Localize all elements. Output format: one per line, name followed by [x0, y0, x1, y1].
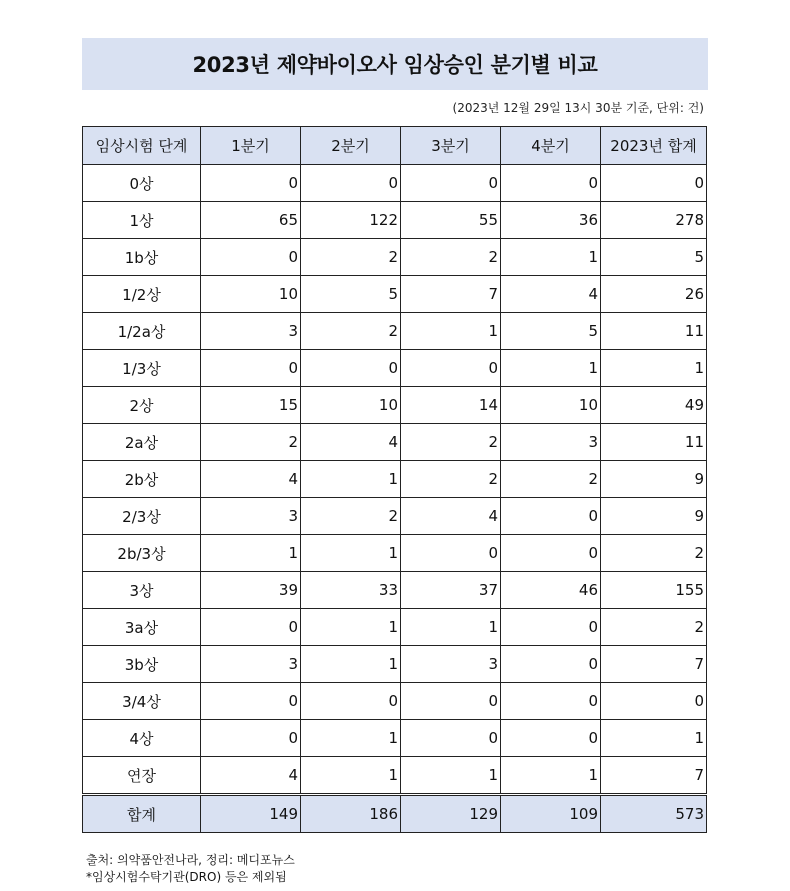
value-cell: 0 [501, 720, 601, 757]
value-cell: 9 [601, 498, 707, 535]
value-cell: 1 [301, 535, 401, 572]
source-note: 출처: 의약품안전나라, 정리: 메디포뉴스 [86, 853, 295, 867]
unit-note: (2023년 12월 29일 13시 30분 기준, 단위: 건) [452, 101, 704, 115]
value-cell: 14 [401, 387, 501, 424]
table-body [83, 165, 707, 833]
value-cell: 0 [401, 350, 501, 387]
value-cell: 10 [501, 387, 601, 424]
table-row [83, 276, 707, 313]
value-cell: 1 [301, 609, 401, 646]
total-value: 186 [301, 795, 401, 833]
value-cell: 3 [501, 424, 601, 461]
value-cell: 1 [401, 313, 501, 350]
table-row [83, 609, 707, 646]
stage-cell: 2b상 [83, 461, 201, 498]
value-cell: 3 [201, 498, 301, 535]
value-cell: 1 [301, 720, 401, 757]
value-cell: 1 [501, 350, 601, 387]
total-value: 129 [401, 795, 501, 833]
value-cell: 4 [501, 276, 601, 313]
total-value: 573 [601, 795, 707, 833]
stage-cell: 2b/3상 [83, 535, 201, 572]
value-cell: 4 [301, 424, 401, 461]
value-cell: 10 [301, 387, 401, 424]
value-cell: 1 [201, 535, 301, 572]
title-banner [82, 38, 708, 90]
value-cell: 5 [501, 313, 601, 350]
value-cell: 0 [301, 683, 401, 720]
header-col-1: 1분기 [201, 127, 301, 165]
approval-table [82, 126, 707, 833]
value-cell: 7 [601, 757, 707, 795]
value-cell: 0 [501, 646, 601, 683]
value-cell: 0 [201, 683, 301, 720]
stage-cell: 1상 [83, 202, 201, 239]
value-cell: 2 [301, 498, 401, 535]
table-row [83, 350, 707, 387]
stage-cell: 2상 [83, 387, 201, 424]
table-row [83, 461, 707, 498]
table-row [83, 239, 707, 276]
value-cell: 1 [601, 720, 707, 757]
value-cell: 122 [301, 202, 401, 239]
value-cell: 0 [401, 720, 501, 757]
table-row [83, 646, 707, 683]
value-cell: 11 [601, 313, 707, 350]
table-row [83, 757, 707, 795]
table-row [83, 572, 707, 609]
value-cell: 1 [401, 757, 501, 795]
value-cell: 49 [601, 387, 707, 424]
table-row [83, 683, 707, 720]
value-cell: 0 [401, 165, 501, 202]
value-cell: 39 [201, 572, 301, 609]
header-col-2: 2분기 [301, 127, 401, 165]
value-cell: 2 [301, 239, 401, 276]
total-label: 합계 [83, 795, 201, 833]
table-row [83, 720, 707, 757]
value-cell: 1 [401, 609, 501, 646]
value-cell: 7 [401, 276, 501, 313]
stage-cell: 2/3상 [83, 498, 201, 535]
table-header-row [83, 127, 707, 165]
total-value: 149 [201, 795, 301, 833]
value-cell: 9 [601, 461, 707, 498]
value-cell: 15 [201, 387, 301, 424]
stage-cell: 2a상 [83, 424, 201, 461]
stage-cell: 3b상 [83, 646, 201, 683]
value-cell: 155 [601, 572, 707, 609]
value-cell: 65 [201, 202, 301, 239]
value-cell: 0 [501, 609, 601, 646]
stage-cell: 3/4상 [83, 683, 201, 720]
value-cell: 0 [501, 165, 601, 202]
header-col-4: 4분기 [501, 127, 601, 165]
table-row [83, 313, 707, 350]
value-cell: 3 [201, 646, 301, 683]
value-cell: 0 [201, 609, 301, 646]
table-row [83, 165, 707, 202]
stage-cell: 1b상 [83, 239, 201, 276]
value-cell: 0 [401, 535, 501, 572]
value-cell: 33 [301, 572, 401, 609]
value-cell: 36 [501, 202, 601, 239]
value-cell: 2 [601, 609, 707, 646]
table-row [83, 498, 707, 535]
value-cell: 4 [201, 461, 301, 498]
value-cell: 278 [601, 202, 707, 239]
header-col-5: 2023년 합계 [601, 127, 707, 165]
stage-cell: 1/2a상 [83, 313, 201, 350]
value-cell: 2 [401, 461, 501, 498]
value-cell: 1 [501, 757, 601, 795]
value-cell: 2 [601, 535, 707, 572]
total-row [83, 795, 707, 833]
value-cell: 1 [301, 646, 401, 683]
header-col-3: 3분기 [401, 127, 501, 165]
value-cell: 4 [201, 757, 301, 795]
table-row [83, 202, 707, 239]
table-row [83, 387, 707, 424]
value-cell: 2 [401, 424, 501, 461]
total-value: 109 [501, 795, 601, 833]
value-cell: 26 [601, 276, 707, 313]
stage-cell: 1/3상 [83, 350, 201, 387]
stage-cell: 1/2상 [83, 276, 201, 313]
value-cell: 2 [201, 424, 301, 461]
value-cell: 0 [501, 683, 601, 720]
stage-cell: 3a상 [83, 609, 201, 646]
stage-cell: 0상 [83, 165, 201, 202]
exclusion-note: *임상시험수탁기관(DRO) 등은 제외됨 [86, 870, 287, 884]
value-cell: 0 [301, 165, 401, 202]
value-cell: 1 [301, 757, 401, 795]
value-cell: 0 [501, 535, 601, 572]
value-cell: 11 [601, 424, 707, 461]
value-cell: 4 [401, 498, 501, 535]
value-cell: 1 [301, 461, 401, 498]
value-cell: 55 [401, 202, 501, 239]
value-cell: 0 [201, 239, 301, 276]
value-cell: 0 [601, 683, 707, 720]
value-cell: 37 [401, 572, 501, 609]
value-cell: 5 [301, 276, 401, 313]
value-cell: 1 [601, 350, 707, 387]
value-cell: 3 [401, 646, 501, 683]
table-row [83, 424, 707, 461]
value-cell: 3 [201, 313, 301, 350]
value-cell: 2 [501, 461, 601, 498]
value-cell: 0 [201, 165, 301, 202]
value-cell: 5 [601, 239, 707, 276]
value-cell: 0 [601, 165, 707, 202]
value-cell: 10 [201, 276, 301, 313]
value-cell: 2 [401, 239, 501, 276]
table-row [83, 535, 707, 572]
header-stage: 임상시험 단계 [83, 127, 201, 165]
value-cell: 0 [501, 498, 601, 535]
value-cell: 46 [501, 572, 601, 609]
stage-cell: 연장 [83, 757, 201, 795]
value-cell: 0 [201, 350, 301, 387]
value-cell: 2 [301, 313, 401, 350]
value-cell: 1 [501, 239, 601, 276]
stage-cell: 4상 [83, 720, 201, 757]
value-cell: 7 [601, 646, 707, 683]
stage-cell: 3상 [83, 572, 201, 609]
value-cell: 0 [301, 350, 401, 387]
value-cell: 0 [401, 683, 501, 720]
page-title: 2023년 제약바이오사 임상승인 분기별 비교 [192, 53, 598, 77]
value-cell: 0 [201, 720, 301, 757]
